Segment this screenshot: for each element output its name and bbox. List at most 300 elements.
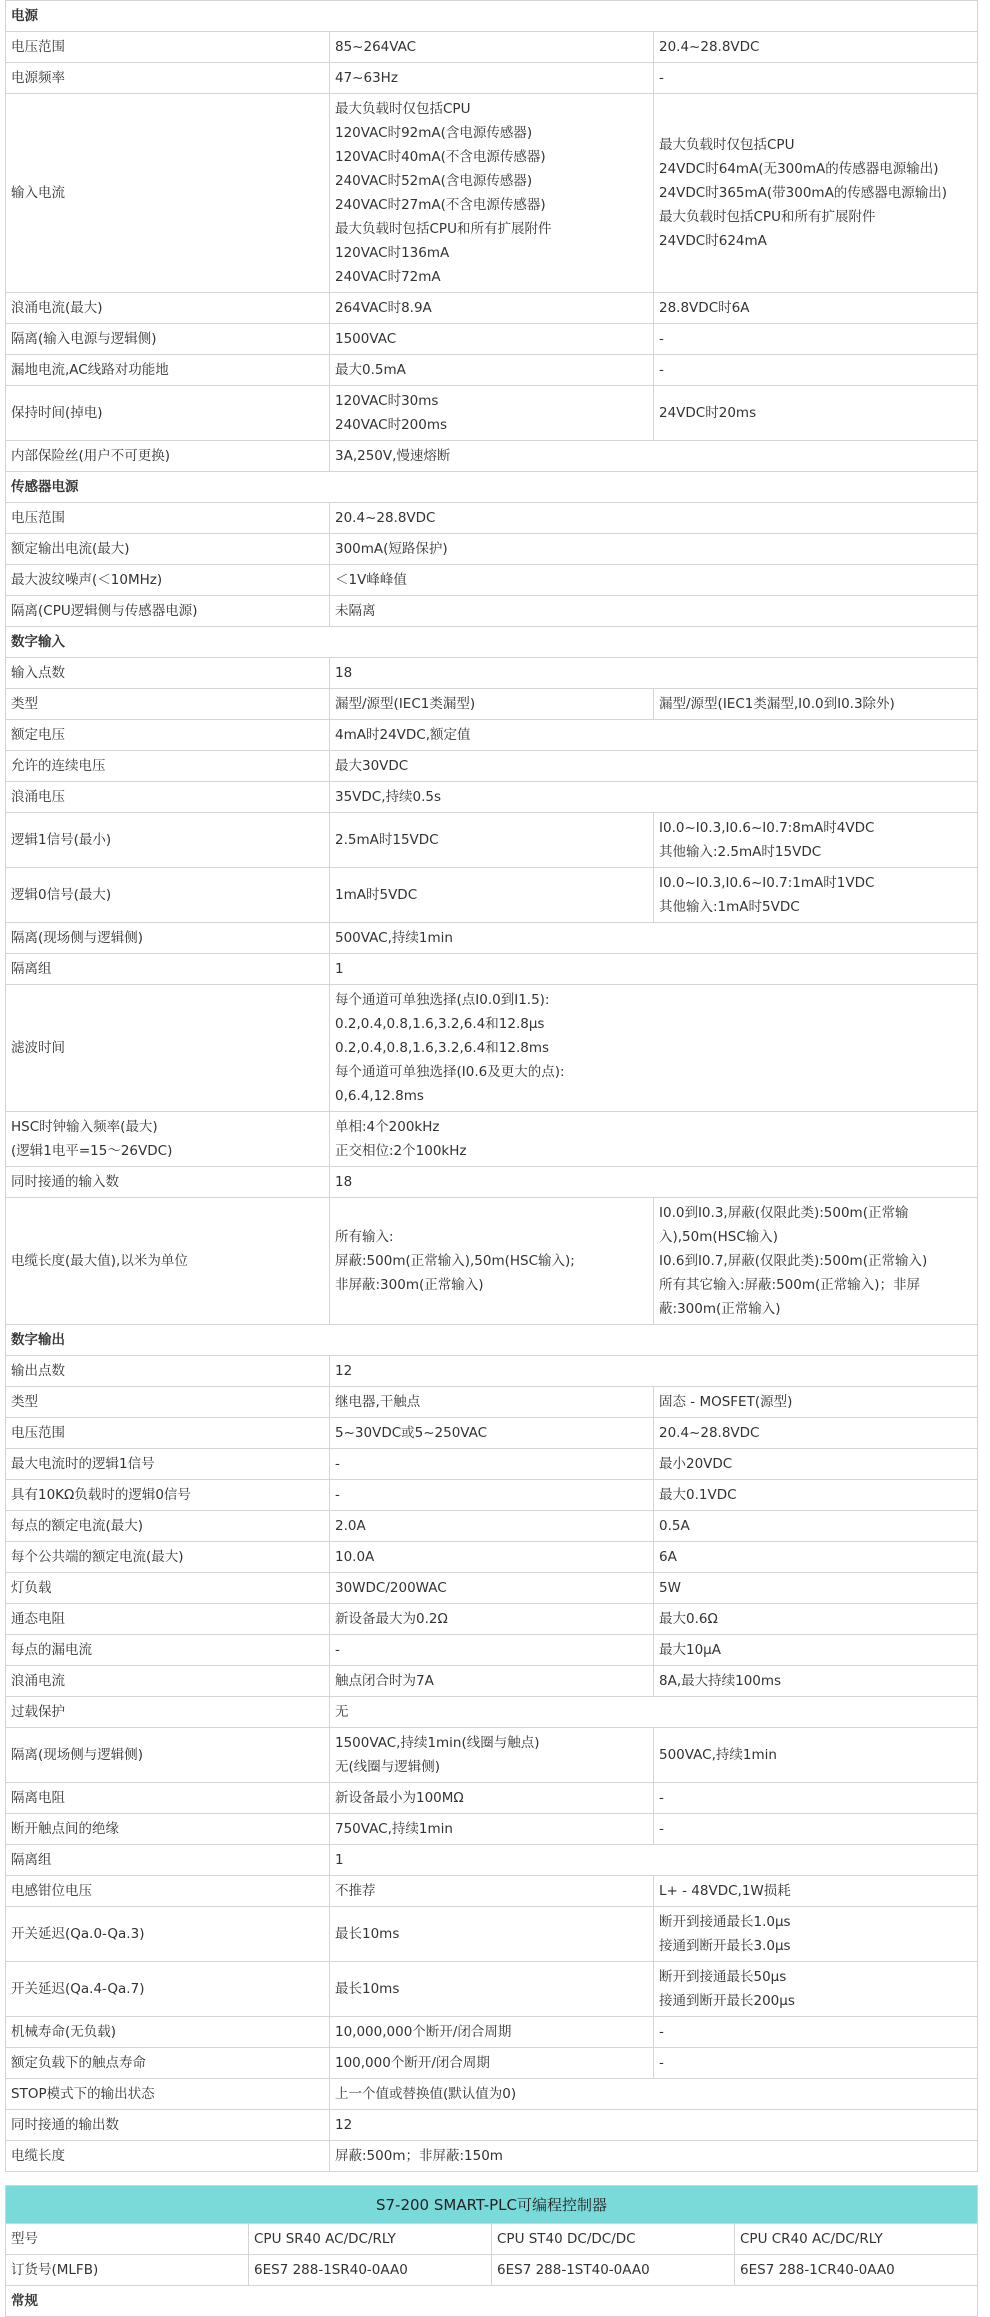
cell-line: 屏蔽:500m；非屏蔽:150m — [335, 2148, 503, 2164]
table-row — [6, 2017, 978, 2048]
cell-line: 24VDC时624mA — [659, 233, 767, 249]
section-header: 数字输出 — [6, 1325, 978, 1356]
cell-line: - — [335, 1456, 340, 1472]
product-cell: 6ES7 288-1ST40-0AA0 — [492, 2255, 735, 2286]
row-label — [6, 1511, 330, 1542]
product-row-order-number — [6, 2255, 978, 2286]
row-label — [6, 1907, 330, 1962]
row-label — [6, 324, 330, 355]
cell-line: I0.0到I0.3,屏蔽(仅限此类):500m(正常输 — [659, 1205, 909, 1221]
product-cell: CPU CR40 AC/DC/RLY — [735, 2224, 978, 2255]
cell-line: 最大电流时的逻辑1信号 — [11, 1456, 155, 1472]
row-value — [654, 2048, 978, 2079]
row-value — [330, 2017, 654, 2048]
row-value — [330, 324, 654, 355]
table-row — [6, 94, 978, 293]
section-header: 传感器电源 — [6, 472, 978, 503]
cell-line: 最大0.5mA — [335, 362, 406, 378]
cell-line: 输入电流 — [11, 185, 65, 201]
table-row — [6, 1387, 978, 1418]
row-value — [330, 1845, 978, 1876]
cell-line: 最大10μA — [659, 1642, 722, 1658]
row-label — [6, 813, 330, 868]
table-row — [6, 985, 978, 1112]
cell-line: 漏地电流,AC线路对功能地 — [11, 362, 169, 378]
cell-line: 最大负载时仅包括CPU — [335, 101, 471, 117]
cell-line: 240VAC时27mA(不含电源传感器) — [335, 197, 546, 213]
table-row — [6, 1845, 978, 1876]
cell-line: 电感钳位电压 — [11, 1883, 92, 1899]
row-label — [6, 1635, 330, 1666]
cell-line: 正交相位:2个100kHz — [335, 1143, 467, 1159]
row-label — [6, 1167, 330, 1198]
row-label — [6, 923, 330, 954]
row-label — [6, 32, 330, 63]
cell-line: 开关延迟(Qa.4-Qa.7) — [11, 1981, 145, 1997]
table-row — [6, 1635, 978, 1666]
row-label — [6, 1783, 330, 1814]
cell-line: 20.4~28.8VDC — [659, 39, 760, 55]
row-label — [6, 782, 330, 813]
cell-line: 浪涌电压 — [11, 789, 65, 805]
row-value — [330, 1449, 654, 1480]
row-label — [6, 355, 330, 386]
cell-line: 18 — [335, 1174, 353, 1190]
row-value — [330, 386, 654, 441]
row-label — [6, 441, 330, 472]
row-label — [6, 985, 330, 1112]
row-value — [330, 1198, 654, 1325]
row-label — [6, 1604, 330, 1635]
row-value — [330, 1542, 654, 1573]
table-row — [6, 2079, 978, 2110]
cell-line: 所有其它输入:屏蔽:500m(正常输入)；非屏 — [659, 1277, 921, 1293]
cell-line: 0.2,0.4,0.8,1.6,3.2,6.4和12.8μs — [335, 1016, 545, 1032]
cell-line: 8A,最大持续100ms — [659, 1673, 782, 1689]
row-value — [654, 32, 978, 63]
cell-line: 最长10ms — [335, 1981, 400, 1997]
table-row — [6, 1480, 978, 1511]
cell-line: 单相:4个200kHz — [335, 1119, 440, 1135]
cell-line: HSC时钟输入频率(最大) — [11, 1119, 158, 1135]
row-label — [6, 1356, 330, 1387]
row-label — [6, 2017, 330, 2048]
cell-line: 18 — [335, 665, 353, 681]
cell-line: 120VAC时92mA(含电源传感器) — [335, 125, 533, 141]
cell-line: 2.5mA时15VDC — [335, 832, 439, 848]
cell-line: 1 — [335, 961, 344, 977]
cell-line: 隔离组 — [11, 961, 52, 977]
row-label — [6, 2110, 330, 2141]
row-label — [6, 1112, 330, 1167]
product-cell: 6ES7 288-1CR40-0AA0 — [735, 2255, 978, 2286]
cell-line: 无 — [335, 1704, 349, 1720]
row-value — [654, 1907, 978, 1962]
cell-line: 0.5A — [659, 1518, 690, 1534]
cell-line: 同时接通的输入数 — [11, 1174, 119, 1190]
cell-line: - — [659, 331, 664, 347]
row-value — [330, 689, 654, 720]
row-label — [6, 2079, 330, 2110]
cell-line: 20.4~28.8VDC — [335, 510, 436, 526]
row-value — [330, 1480, 654, 1511]
cell-line: 每个通道可单独选择(I0.6及更大的点): — [335, 1064, 565, 1080]
cell-line: 接通到断开最长200μs — [659, 1993, 795, 2009]
row-value — [330, 1635, 654, 1666]
row-label — [6, 689, 330, 720]
table-row — [6, 1783, 978, 1814]
row-label — [6, 1876, 330, 1907]
cell-line: - — [659, 362, 664, 378]
section-header: 常规 — [6, 2286, 978, 2317]
cell-line: 1mA时5VDC — [335, 887, 418, 903]
row-value — [330, 868, 654, 923]
cell-line: 4mA时24VDC,额定值 — [335, 727, 471, 743]
row-label — [6, 2048, 330, 2079]
row-value — [330, 1697, 978, 1728]
cell-line: 隔离(CPU逻辑侧与传感器电源) — [11, 603, 198, 619]
row-value — [654, 63, 978, 94]
row-label — [6, 1449, 330, 1480]
row-value — [654, 868, 978, 923]
row-label — [6, 1845, 330, 1876]
cell-line: 每个通道可单独选择(点I0.0到I1.5): — [335, 992, 550, 1008]
table-row — [6, 813, 978, 868]
row-label — [6, 293, 330, 324]
cell-line: 新设备最小为100MΩ — [335, 1790, 464, 1806]
row-value — [654, 324, 978, 355]
table-row — [6, 1167, 978, 1198]
cell-line: 最小20VDC — [659, 1456, 733, 1472]
row-value — [330, 63, 654, 94]
product-row-label: 型号 — [6, 2224, 249, 2255]
cell-line: 输出点数 — [11, 1363, 65, 1379]
cell-line: 上一个值或替换值(默认值为0) — [335, 2086, 517, 2102]
row-value — [330, 720, 978, 751]
table-row — [6, 1449, 978, 1480]
table-row — [6, 1573, 978, 1604]
row-value — [330, 503, 978, 534]
cell-line: 断开到接通最长50μs — [659, 1969, 787, 1985]
table-row — [6, 441, 978, 472]
cell-line: 240VAC时72mA — [335, 269, 441, 285]
table-row — [6, 565, 978, 596]
cell-line: 12 — [335, 1363, 353, 1379]
cell-line: I0.0~I0.3,I0.6~I0.7:1mA时1VDC — [659, 875, 875, 891]
cell-line: 隔离(现场侧与逻辑侧) — [11, 1747, 144, 1763]
cell-line: 额定输出电流(最大) — [11, 541, 130, 557]
row-value — [330, 658, 978, 689]
table-row — [6, 751, 978, 782]
cell-line: 类型 — [11, 696, 38, 712]
product-row-model — [6, 2224, 978, 2255]
cell-line: 5~30VDC或5~250VAC — [335, 1425, 488, 1441]
row-value — [654, 1198, 978, 1325]
row-value — [654, 1542, 978, 1573]
spec-table-body — [6, 1, 978, 2172]
cell-line: 其他输入:2.5mA时15VDC — [659, 844, 822, 860]
row-label — [6, 1962, 330, 2017]
cell-line: 滤波时间 — [11, 1040, 65, 1056]
cell-line: 47~63Hz — [335, 70, 398, 86]
cell-line: ＜1V峰峰值 — [335, 572, 407, 588]
cell-line: 0,6.4,12.8ms — [335, 1088, 424, 1104]
row-value — [654, 689, 978, 720]
row-value — [330, 441, 978, 472]
section-header: 电源 — [6, 1, 978, 32]
cell-line: 浪涌电流(最大) — [11, 300, 103, 316]
row-value — [330, 2048, 654, 2079]
cell-line: 240VAC时200ms — [335, 417, 448, 433]
table-row — [6, 954, 978, 985]
cell-line: 120VAC时30ms — [335, 393, 439, 409]
table-row — [6, 534, 978, 565]
row-value — [654, 386, 978, 441]
row-label — [6, 1666, 330, 1697]
section-header-row — [6, 627, 978, 658]
cell-line: 入),50m(HSC输入) — [659, 1229, 779, 1245]
table-row — [6, 503, 978, 534]
cell-line: 电压范围 — [11, 510, 65, 526]
row-value — [330, 94, 654, 293]
product-cell: CPU SR40 AC/DC/RLY — [249, 2224, 492, 2255]
row-value — [654, 1449, 978, 1480]
row-value — [330, 355, 654, 386]
cell-line: 500VAC,持续1min — [659, 1747, 777, 1763]
cell-line: 未隔离 — [335, 603, 376, 619]
cell-line: 3A,250V,慢速熔断 — [335, 448, 451, 464]
cell-line: 最大0.1VDC — [659, 1487, 737, 1503]
row-value — [654, 813, 978, 868]
row-value — [330, 1666, 654, 1697]
table-row — [6, 658, 978, 689]
cell-line: 最大30VDC — [335, 758, 409, 774]
cell-line: 电缆长度(最大值),以米为单位 — [11, 1253, 188, 1269]
cell-line: 允许的连续电压 — [11, 758, 106, 774]
row-value — [330, 1907, 654, 1962]
table-row — [6, 720, 978, 751]
cell-line: 额定电压 — [11, 727, 65, 743]
cell-line: - — [659, 1821, 664, 1837]
cell-line: STOP模式下的输出状态 — [11, 2086, 155, 2102]
product-title: S7-200 SMART-PLC可编程控制器 — [6, 2186, 978, 2224]
table-row — [6, 2048, 978, 2079]
cell-line: 不推荐 — [335, 1883, 376, 1899]
table-row — [6, 1418, 978, 1449]
row-value — [330, 1167, 978, 1198]
row-label — [6, 565, 330, 596]
cell-line: 12 — [335, 2117, 353, 2133]
row-value — [330, 1728, 654, 1783]
cell-line: 浪涌电流 — [11, 1673, 65, 1689]
product-title-row — [6, 2186, 978, 2224]
cell-line: 同时接通的输出数 — [11, 2117, 119, 2133]
cell-line: 每点的额定电流(最大) — [11, 1518, 144, 1534]
cell-line: 电缆长度 — [11, 2148, 65, 2164]
table-row — [6, 1962, 978, 2017]
cell-line: 接通到断开最长3.0μs — [659, 1938, 791, 1954]
cell-line: 类型 — [11, 1394, 38, 1410]
cell-line: 每点的漏电流 — [11, 1642, 92, 1658]
row-label — [6, 386, 330, 441]
cell-line: 灯负载 — [11, 1580, 52, 1596]
row-value — [330, 923, 978, 954]
product-cell: 6ES7 288-1SR40-0AA0 — [249, 2255, 492, 2286]
cell-line: 120VAC时40mA(不含电源传感器) — [335, 149, 546, 165]
row-value — [330, 1783, 654, 1814]
table-row — [6, 2110, 978, 2141]
cell-line: 最大波纹噪声(＜10MHz) — [11, 572, 163, 588]
row-value — [330, 1511, 654, 1542]
cell-line: 逻辑0信号(最大) — [11, 887, 112, 903]
row-value — [654, 1418, 978, 1449]
cell-line: - — [659, 70, 664, 86]
cell-line: 24VDC时64mA(无300mA的传感器电源输出) — [659, 161, 939, 177]
row-value — [330, 1356, 978, 1387]
cell-line: 264VAC时8.9A — [335, 300, 432, 316]
table-row — [6, 1198, 978, 1325]
cell-line: - — [335, 1642, 340, 1658]
row-label — [6, 954, 330, 985]
table-row — [6, 1907, 978, 1962]
cell-line: - — [659, 2024, 664, 2040]
row-value — [330, 954, 978, 985]
cell-line: 750VAC,持续1min — [335, 1821, 453, 1837]
cell-line: 触点闭合时为7A — [335, 1673, 434, 1689]
row-value — [330, 1418, 654, 1449]
row-value — [330, 1112, 978, 1167]
row-value — [654, 2017, 978, 2048]
cell-line: 30WDC/200WAC — [335, 1580, 447, 1596]
row-value — [330, 32, 654, 63]
table-row — [6, 1604, 978, 1635]
cell-line: 最大负载时包括CPU和所有扩展附件 — [659, 209, 876, 225]
cell-line: 继电器,干触点 — [335, 1394, 421, 1410]
cell-line: 500VAC,持续1min — [335, 930, 453, 946]
row-label — [6, 658, 330, 689]
row-value — [330, 2141, 978, 2172]
next-section-row — [6, 2286, 978, 2317]
cell-line: 隔离电阻 — [11, 1790, 65, 1806]
cell-line: - — [659, 1790, 664, 1806]
section-header-row — [6, 472, 978, 503]
row-value — [654, 1814, 978, 1845]
row-label — [6, 1387, 330, 1418]
cell-line: 额定负载下的触点寿命 — [11, 2055, 146, 2071]
cell-line: 屏蔽:500m(正常输入),50m(HSC输入); — [335, 1253, 575, 1269]
table-row — [6, 596, 978, 627]
cell-line: 所有输入: — [335, 1229, 394, 1245]
table-row — [6, 1542, 978, 1573]
product-table — [5, 2185, 978, 2317]
row-value — [330, 1604, 654, 1635]
table-row — [6, 1666, 978, 1697]
cell-line: 0.2,0.4,0.8,1.6,3.2,6.4和12.8ms — [335, 1040, 550, 1056]
row-value — [330, 565, 978, 596]
row-value — [330, 985, 978, 1112]
row-value — [330, 782, 978, 813]
row-label — [6, 94, 330, 293]
row-value — [654, 1962, 978, 2017]
cell-line: 其他输入:1mA时5VDC — [659, 899, 800, 915]
table-row — [6, 293, 978, 324]
cell-line: 漏型/源型(IEC1类漏型) — [335, 696, 476, 712]
row-value — [330, 1573, 654, 1604]
cell-line: 24VDC时365mA(带300mA的传感器电源输出) — [659, 185, 948, 201]
table-row — [6, 1697, 978, 1728]
cell-line: 每个公共端的额定电流(最大) — [11, 1549, 184, 1565]
cell-line: (逻辑1电平=15～26VDC) — [11, 1143, 173, 1159]
row-value — [654, 1728, 978, 1783]
table-row — [6, 1511, 978, 1542]
row-value — [330, 813, 654, 868]
cell-line: 输入点数 — [11, 665, 65, 681]
row-value — [330, 1387, 654, 1418]
cell-line: 10.0A — [335, 1549, 375, 1565]
cell-line: 6A — [659, 1549, 677, 1565]
table-row — [6, 32, 978, 63]
cell-line: 机械寿命(无负载) — [11, 2024, 117, 2040]
row-label — [6, 503, 330, 534]
row-label — [6, 720, 330, 751]
cell-line: 5W — [659, 1580, 681, 1596]
cell-line: 最大0.6Ω — [659, 1611, 718, 1627]
cell-line: 最长10ms — [335, 1926, 400, 1942]
spec-table — [5, 0, 978, 2172]
cell-line: 28.8VDC时6A — [659, 300, 750, 316]
table-row — [6, 1112, 978, 1167]
cell-line: 300mA(短路保护) — [335, 541, 448, 557]
cell-line: 具有10KΩ负载时的逻辑0信号 — [11, 1487, 191, 1503]
row-value — [330, 534, 978, 565]
cell-line: 逻辑1信号(最小) — [11, 832, 112, 848]
cell-line: 20.4~28.8VDC — [659, 1425, 760, 1441]
row-label — [6, 1198, 330, 1325]
table-row — [6, 324, 978, 355]
cell-line: 保持时间(掉电) — [11, 405, 103, 421]
row-label — [6, 1573, 330, 1604]
cell-line: 1500VAC — [335, 331, 397, 347]
row-value — [654, 1666, 978, 1697]
section-header-row — [6, 1, 978, 32]
cell-line: 开关延迟(Qa.0-Qa.3) — [11, 1926, 145, 1942]
cell-line: 240VAC时52mA(含电源传感器) — [335, 173, 533, 189]
row-label — [6, 1814, 330, 1845]
cell-line: 蔽:300m(正常输入) — [659, 1301, 781, 1317]
cell-line: 最大负载时仅包括CPU — [659, 137, 795, 153]
cell-line: 新设备最大为0.2Ω — [335, 1611, 448, 1627]
row-value — [654, 355, 978, 386]
cell-line: 100,000个断开/闭合周期 — [335, 2055, 490, 2071]
row-label — [6, 751, 330, 782]
table-row — [6, 1356, 978, 1387]
cell-line: 电压范围 — [11, 1425, 65, 1441]
cell-line: 隔离(现场侧与逻辑侧) — [11, 930, 144, 946]
row-label — [6, 63, 330, 94]
row-value — [654, 1635, 978, 1666]
row-label — [6, 1418, 330, 1449]
row-label — [6, 2141, 330, 2172]
row-value — [654, 1783, 978, 1814]
table-row — [6, 1728, 978, 1783]
row-value — [654, 1480, 978, 1511]
table-row — [6, 386, 978, 441]
table-row — [6, 355, 978, 386]
cell-line: 隔离组 — [11, 1852, 52, 1868]
cell-line: 内部保险丝(用户不可更换) — [11, 448, 171, 464]
cell-line: L+ - 48VDC,1W损耗 — [659, 1883, 791, 1899]
cell-line: 120VAC时136mA — [335, 245, 450, 261]
